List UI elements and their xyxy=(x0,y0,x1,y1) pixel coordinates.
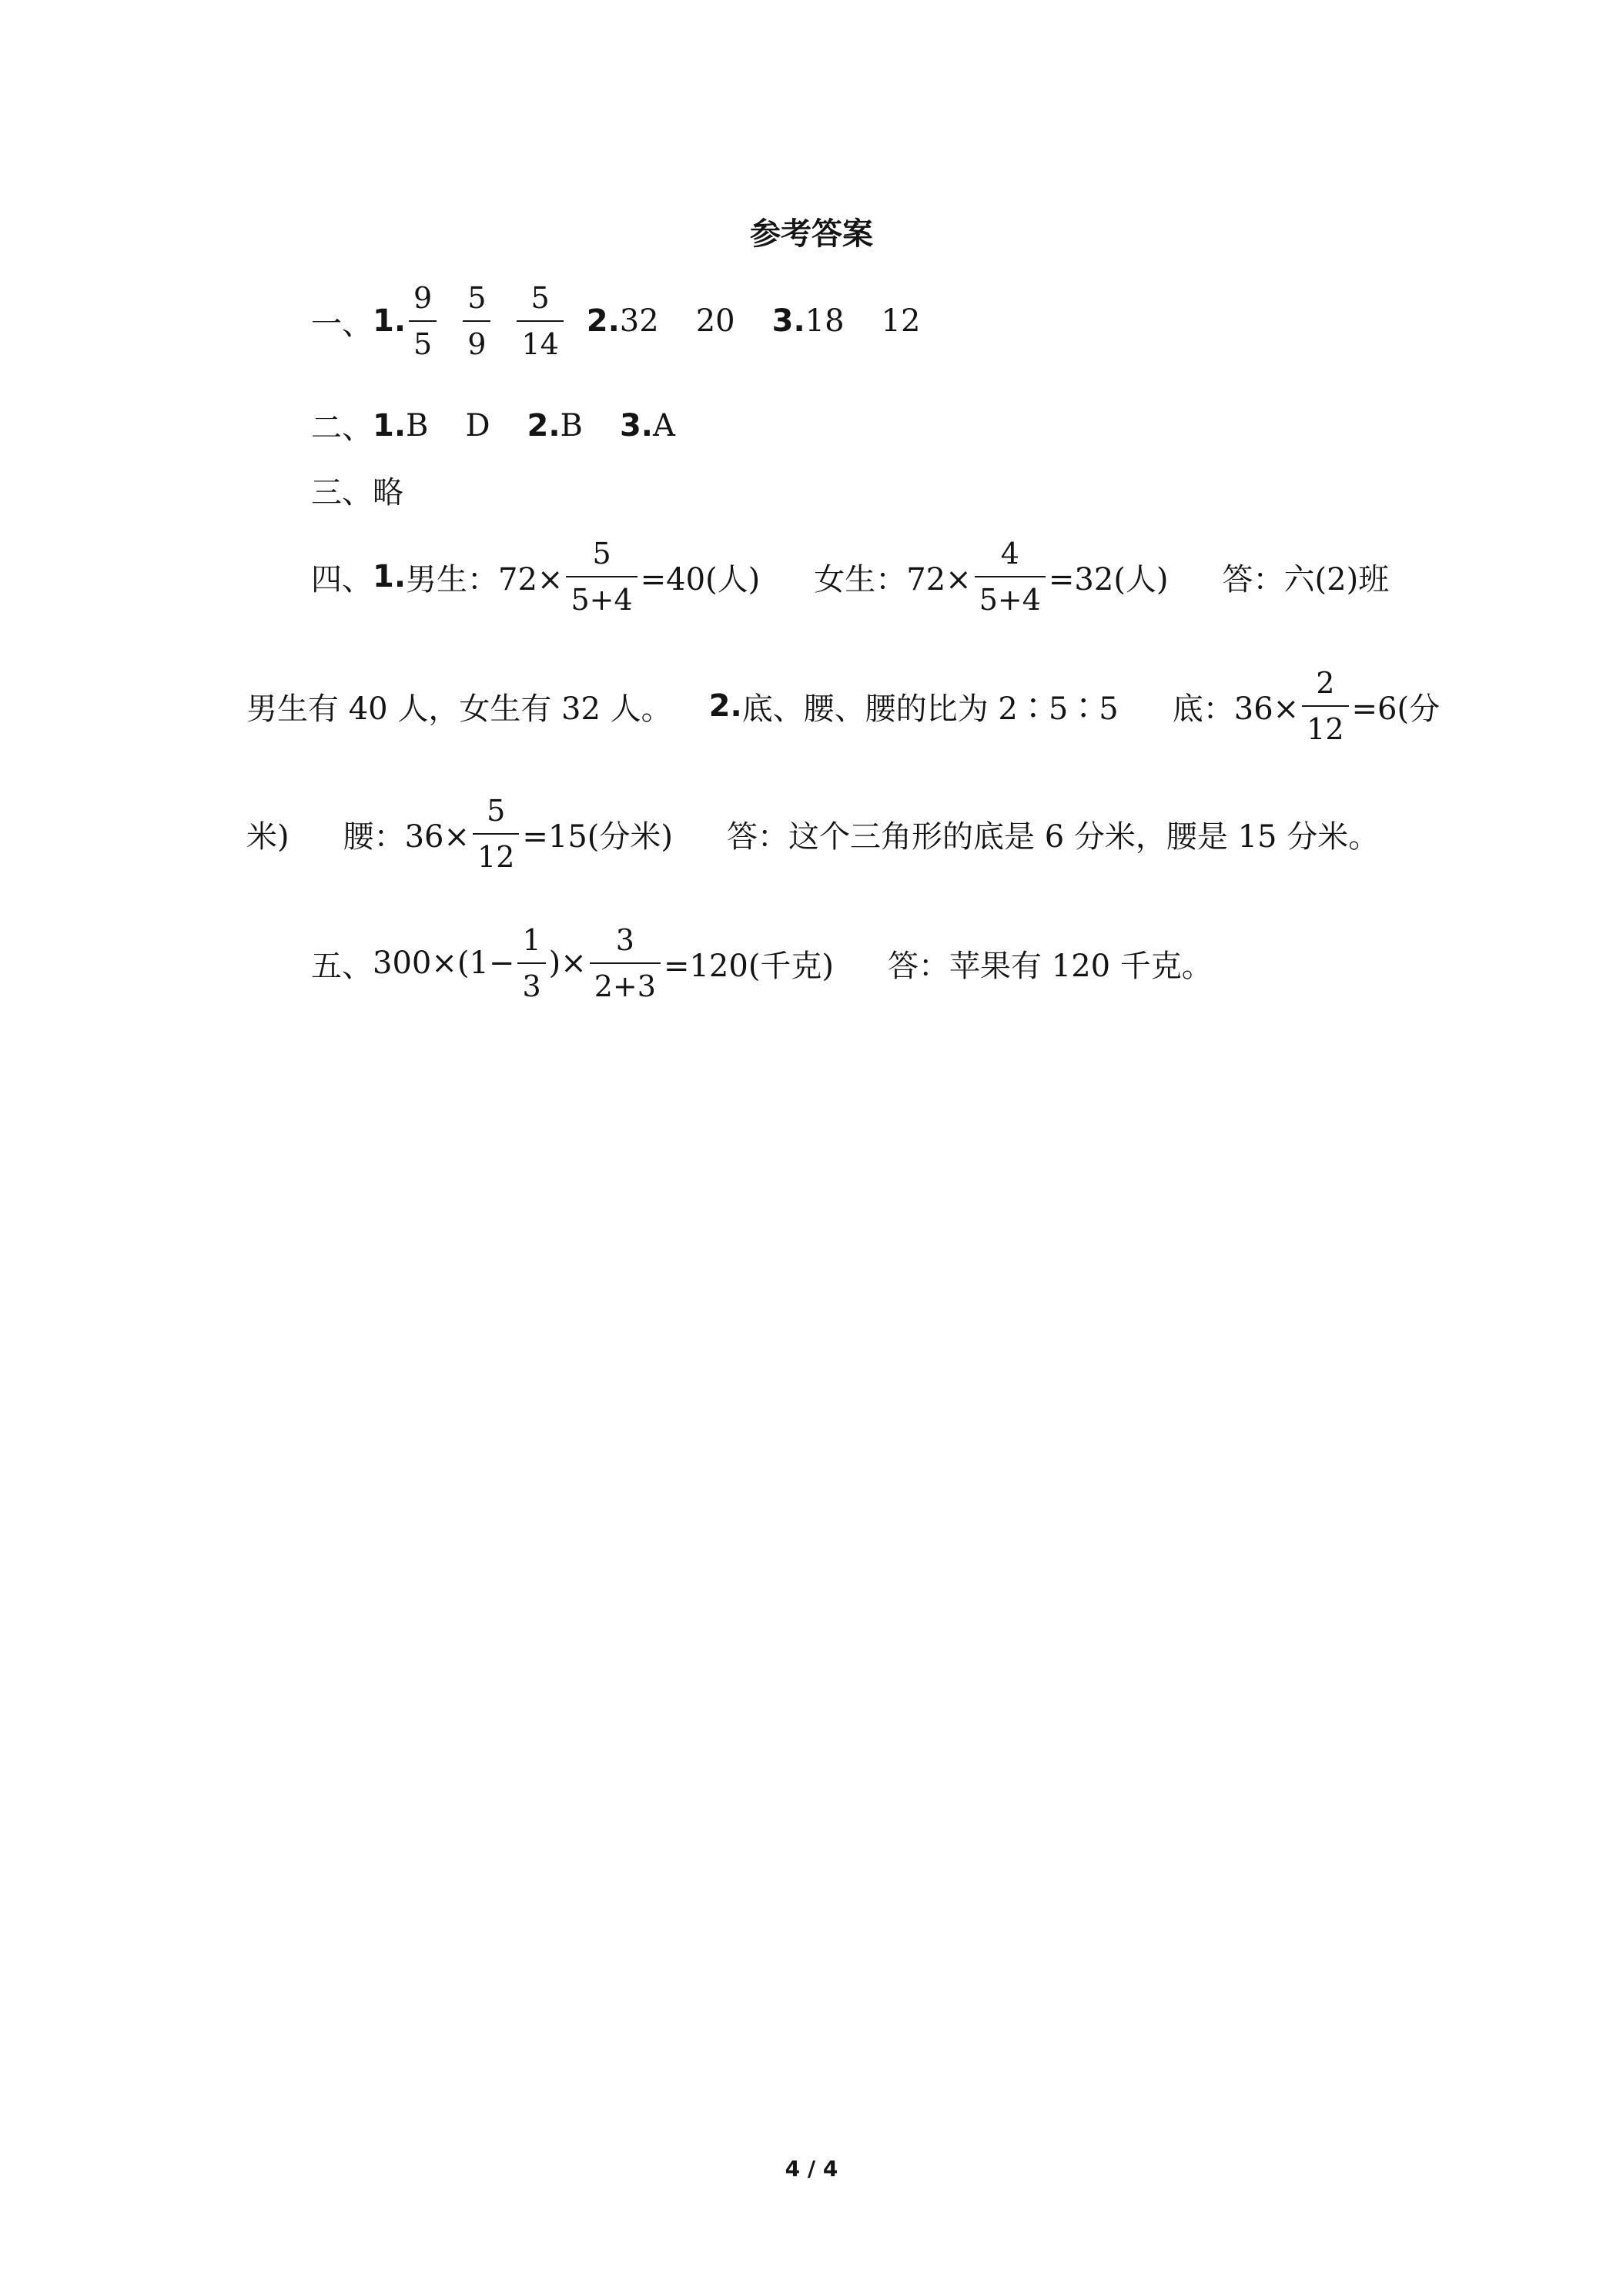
formula-text: =40(人) xyxy=(640,561,761,597)
fraction: $\frac{4}{5+4}$ xyxy=(975,539,1046,614)
section-5-prefix: 五、 xyxy=(311,948,373,984)
section-1-prefix: 一、 xyxy=(311,306,373,342)
section-1-line xyxy=(311,283,920,359)
answer-text: B xyxy=(406,407,429,443)
fraction: $\frac{9}{5}$ xyxy=(409,283,437,359)
section-4-line-2 xyxy=(246,668,1440,744)
answer-text: A xyxy=(652,407,675,443)
section-3-line xyxy=(311,468,403,512)
answer-text: 32 xyxy=(619,303,659,339)
answer-text: B xyxy=(560,407,583,443)
formula-text: 腰：36× xyxy=(343,818,470,855)
fraction: $\frac{5}{12}$ xyxy=(473,796,519,872)
answer-text: 18 xyxy=(805,303,845,339)
item-number: 2. xyxy=(527,407,561,443)
section-4-line-3 xyxy=(246,796,1379,872)
item-number: 1. xyxy=(373,303,407,339)
fraction: $\frac{1}{3}$ xyxy=(517,925,545,1001)
formula-text: =6(分 xyxy=(1351,691,1441,727)
section-4-prefix: 四、 xyxy=(311,561,373,597)
formula-text: 底：36× xyxy=(1172,691,1300,727)
page-title: 参考答案 xyxy=(750,216,873,252)
item-number: 3. xyxy=(771,303,805,339)
ratio-text: 底、腰、腰的比为 2∶5∶5 xyxy=(741,691,1119,727)
item-number: 3. xyxy=(619,407,653,443)
answer-text: 男生有 40 人，女生有 32 人。 xyxy=(246,691,672,727)
formula-text: =120(千克) xyxy=(663,948,835,984)
item-number: 1. xyxy=(373,407,407,443)
answer-text: D xyxy=(465,407,490,443)
section-4-line-1 xyxy=(311,537,1390,617)
answer-text: 12 xyxy=(881,303,921,339)
answer-text: 答：这个三角形的底是 6 分米，腰是 15 分米。 xyxy=(727,818,1380,855)
answer-text: 20 xyxy=(695,303,735,339)
section-3-text: 三、略 xyxy=(311,475,403,510)
section-5-line xyxy=(311,925,1213,1001)
page-number: 4 / 4 xyxy=(785,2156,838,2181)
item-number: 2. xyxy=(586,303,620,339)
fraction: $\frac{3}{2+3}$ xyxy=(590,925,661,1001)
fraction: $\frac{5}{14}$ xyxy=(517,283,563,359)
item-number: 2. xyxy=(708,688,742,724)
section-2-prefix: 二、 xyxy=(311,410,373,446)
fraction: $\frac{5}{9}$ xyxy=(463,283,490,359)
formula-text: 女生：72× xyxy=(814,561,972,597)
answer-text: 答：六(2)班 xyxy=(1222,561,1390,597)
fraction: $\frac{2}{12}$ xyxy=(1302,668,1348,744)
formula-text: )× xyxy=(548,946,587,981)
item-number: 1. xyxy=(373,559,407,594)
formula-text: 300×(1− xyxy=(373,946,515,981)
formula-text: 米) xyxy=(246,818,289,855)
formula-text: =32(人) xyxy=(1048,561,1169,597)
formula-text: =15(分米) xyxy=(522,818,674,855)
fraction: $\frac{5}{5+4}$ xyxy=(566,539,637,614)
section-2-line xyxy=(311,403,675,447)
formula-text: 男生：72× xyxy=(406,561,564,597)
answer-text: 答：苹果有 120 千克。 xyxy=(888,948,1213,984)
